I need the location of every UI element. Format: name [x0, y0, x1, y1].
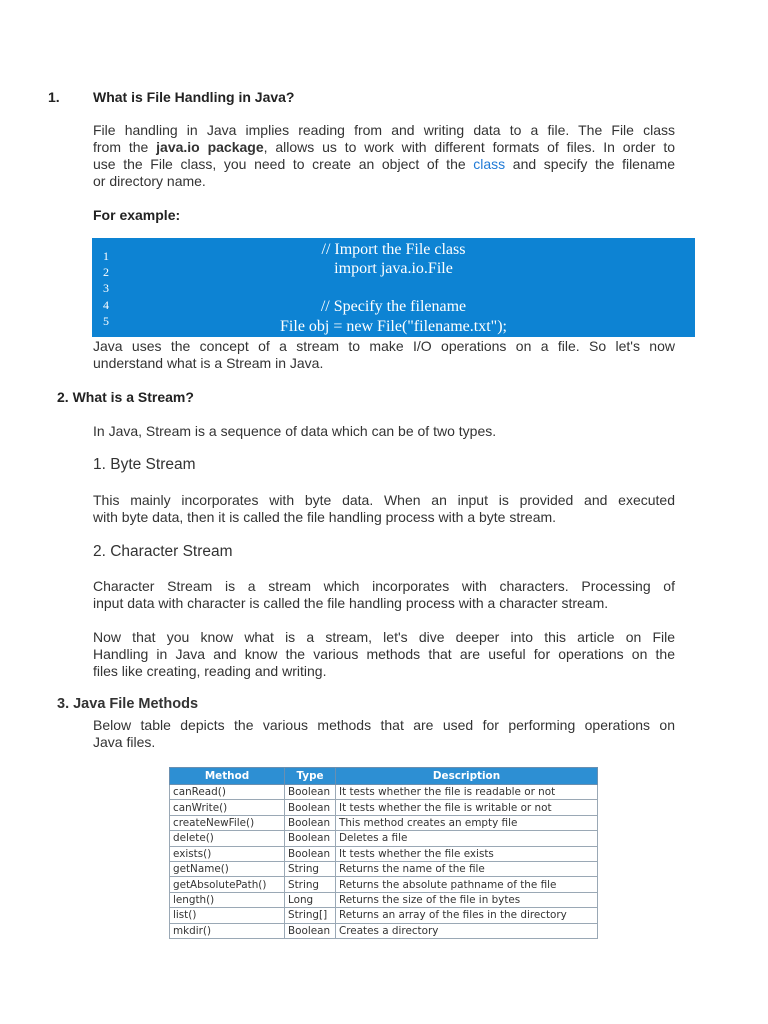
code-line: // Specify the filename [320, 298, 467, 315]
section3-line: Below table depicts the various methods that are used for performing operations on [93, 717, 675, 733]
after-line: understand what is a Stream in Java. [93, 355, 324, 371]
table-row [170, 846, 598, 861]
line-number: 1 [103, 249, 109, 263]
cell-type: String [285, 861, 336, 876]
cell-method: getAbsolutePath() [170, 877, 285, 892]
section3-line: Java files. [93, 734, 156, 750]
character-stream-title: 2. Character Stream [93, 543, 233, 560]
example-label: For example: [93, 207, 181, 223]
table-header-row [170, 768, 598, 785]
cell-description: Returns the absolute pathname of the file [336, 877, 598, 892]
now-line: Now that you know what is a stream, let's dive deeper into this article on File [93, 629, 675, 645]
table-row [170, 908, 598, 923]
table-row [170, 892, 598, 907]
section1-after [93, 338, 675, 372]
line-number: 3 [103, 281, 109, 295]
intro-line: or directory name. [93, 173, 206, 189]
line-number: 2 [103, 265, 109, 279]
intro-text: , allows us to work with different formats of files. In order to [263, 139, 675, 155]
table-row [170, 861, 598, 876]
cell-method: exists() [170, 846, 285, 861]
char-line: Character Stream is a stream which incorporates with characters. Processing of [93, 578, 675, 594]
section3-title: 3. Java File Methods [57, 696, 199, 712]
cell-description: This method creates an empty file [336, 815, 598, 830]
code-line: import java.io.File [334, 260, 453, 277]
section2-intro: In Java, Stream is a sequence of data which can be of two types. [93, 423, 497, 439]
file-methods-table [169, 767, 598, 939]
intro-text: use the File class, you need to create an object of the [93, 156, 474, 172]
class-link[interactable]: class [473, 156, 506, 172]
table-row [170, 923, 598, 938]
intro-text: from the [93, 139, 157, 155]
cell-method: createNewFile() [170, 815, 285, 830]
cell-description: Deletes a file [336, 831, 598, 846]
byte-stream-text [93, 492, 675, 526]
cell-description: Returns the name of the file [336, 861, 598, 876]
cell-description: It tests whether the file exists [336, 846, 598, 861]
section1-title: What is File Handling in Java? [93, 89, 295, 105]
cell-description: It tests whether the file is writable or not [336, 800, 598, 815]
table-row [170, 877, 598, 892]
cell-type: Boolean [285, 785, 336, 800]
cell-method: list() [170, 908, 285, 923]
cell-description: Returns the size of the file in bytes [336, 892, 598, 907]
now-line: files like creating, reading and writing. [93, 663, 327, 679]
code-line: // Import the File class [321, 241, 466, 258]
now-paragraph [93, 629, 675, 680]
cell-type: Boolean [285, 815, 336, 830]
intro-line: File handling in Java implies reading from and writing data to a file. The File class [93, 122, 675, 138]
java-io-package: java.io package [156, 139, 264, 155]
cell-method: canWrite() [170, 800, 285, 815]
byte-line: This mainly incorporates with byte data. When an input is provided and executed [93, 492, 675, 508]
line-number: 4 [103, 298, 109, 312]
code-block [92, 238, 695, 337]
table-row [170, 800, 598, 815]
byte-line: with byte data, then it is called the file handling process with a byte stream. [93, 509, 557, 525]
cell-method: getName() [170, 861, 285, 876]
now-line: Handling in Java and know the various methods that are useful for operations on the [93, 646, 675, 662]
character-stream-text [93, 578, 675, 612]
cell-description: Returns an array of the files in the directory [336, 908, 598, 923]
cell-type: Boolean [285, 800, 336, 815]
line-number: 5 [103, 314, 109, 328]
section3-intro [93, 717, 675, 751]
cell-type: String [285, 877, 336, 892]
code-line: File obj = new File("filename.txt"); [280, 318, 507, 335]
intro-text: and specify the filename [505, 156, 675, 172]
table-row [170, 815, 598, 830]
cell-method: canRead() [170, 785, 285, 800]
after-line: Java uses the concept of a stream to make I/O operations on a file. So let's now [93, 338, 675, 354]
cell-description: It tests whether the file is readable or not [336, 785, 598, 800]
intro-line [93, 156, 675, 173]
section1-intro [93, 122, 675, 190]
table-row [170, 831, 598, 846]
cell-type: Boolean [285, 846, 336, 861]
cell-description: Creates a directory [336, 923, 598, 938]
cell-method: delete() [170, 831, 285, 846]
char-line: input data with character is called the file handling process with a character stream. [93, 595, 609, 611]
cell-type: Boolean [285, 923, 336, 938]
cell-type: Long [285, 892, 336, 907]
header-type: Type [285, 768, 336, 785]
cell-type: String[] [285, 908, 336, 923]
cell-method: mkdir() [170, 923, 285, 938]
section1-number: 1. [48, 89, 60, 105]
header-description: Description [336, 768, 598, 785]
intro-line [93, 139, 675, 156]
cell-method: length() [170, 892, 285, 907]
section2-title: 2. What is a Stream? [57, 389, 194, 405]
cell-type: Boolean [285, 831, 336, 846]
header-method: Method [170, 768, 285, 785]
table-row [170, 785, 598, 800]
byte-stream-title: 1. Byte Stream [93, 456, 196, 473]
